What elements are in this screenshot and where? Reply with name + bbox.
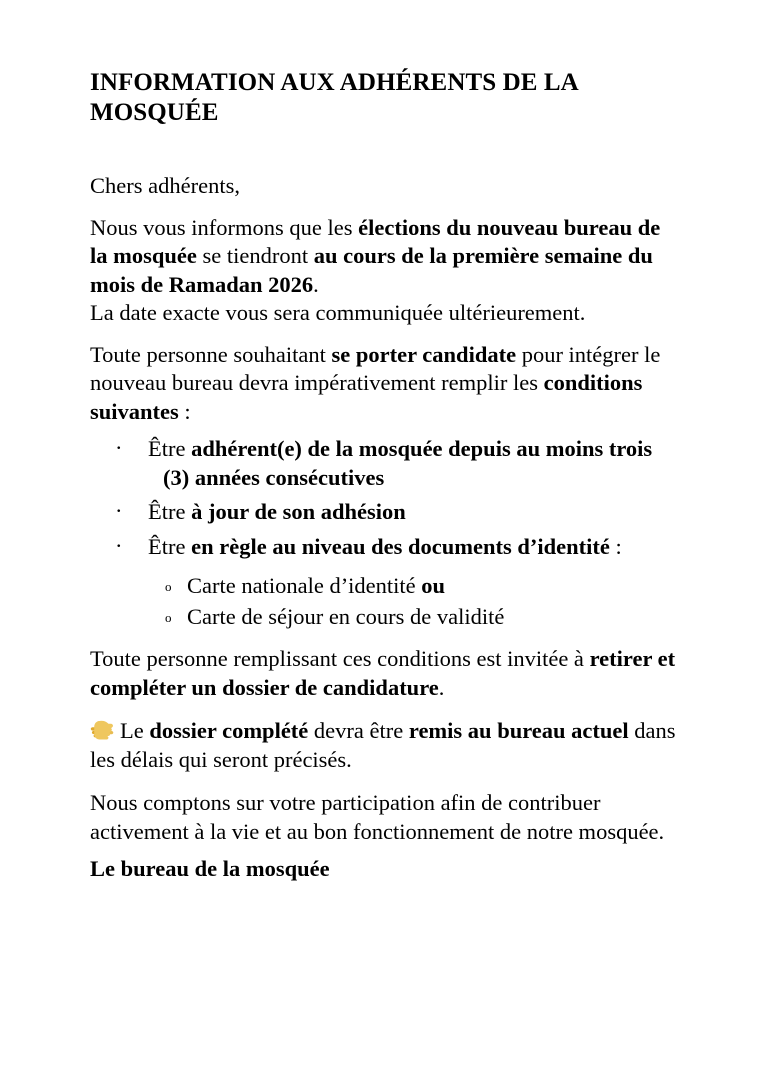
spacer (90, 702, 683, 717)
condition-bold: en règle au niveau des documents d’identité (191, 533, 610, 559)
pointing-hand-right-icon (90, 720, 115, 741)
spacer (90, 328, 683, 341)
intro-bold-2: au cours de la première semaine du mois de Ramadan 2026 (90, 243, 653, 297)
application-paragraph (90, 645, 683, 702)
date-note: La date exacte vous sera communiquée ultérieurement. (90, 300, 586, 325)
spacer (90, 561, 683, 570)
identity-documents-list (90, 570, 683, 632)
page-title: INFORMATION AUX ADHÉRENTS DE LA MOSQUÉE (90, 69, 578, 126)
circle-bullet-icon: o (165, 579, 172, 594)
list-item (115, 498, 683, 527)
salutation: Chers adhérents, (90, 173, 240, 198)
application-text-2: . (438, 674, 445, 700)
bullet-marker-icon: · (115, 532, 123, 558)
spacer (90, 201, 683, 214)
submission-paragraph (90, 717, 683, 774)
candidacy-bold-2: conditions suivantes (90, 370, 643, 424)
condition-prefix: Être (148, 436, 192, 461)
submission-text-1: Le (120, 718, 150, 743)
submission-bold-1: dossier complété (149, 718, 309, 743)
intro-text-3: . (313, 271, 319, 297)
list-item (115, 533, 683, 562)
condition-prefix: Être (148, 499, 192, 524)
closing-paragraph: Nous comptons sur votre participation afin de contribuer activement à la vie et au bon fonctionnement de notre mosquée. (90, 790, 665, 844)
document-text: Carte de séjour en cours de validité (187, 604, 505, 629)
candidacy-paragraph (90, 341, 683, 427)
candidacy-text-2: pour intégrer le nouveau bureau devra impérativement remplir les (90, 341, 661, 395)
signature-text: Le bureau de la mosquée (90, 856, 330, 881)
candidacy-text-3: : (178, 398, 191, 424)
circle-bullet-icon: o (165, 610, 172, 625)
intro-bold-1: élections du nouveau bureau de la mosquée (90, 214, 661, 268)
submission-text-3: dans les délais qui seront précisés. (90, 718, 676, 772)
application-bold-1: retirer et compléter un dossier de candidature (90, 646, 676, 700)
spacer (90, 774, 683, 789)
signature (90, 855, 683, 884)
submission-text-2: devra être (308, 718, 409, 743)
bullet-marker-icon: · (115, 498, 123, 523)
intro-paragraph (90, 214, 683, 300)
condition-bold: à jour de son adhésion (191, 499, 406, 524)
intro-text-1: Nous vous informons que les (90, 214, 359, 240)
spacer (90, 632, 683, 645)
condition-bold: adhérent(e) de la mosquée depuis au moins trois (191, 436, 653, 461)
list-item (165, 570, 683, 601)
application-text-1: Toute personne remplissant ces conditions est invitée à (90, 646, 590, 671)
condition-suffix: : (609, 533, 622, 559)
document-text: Carte nationale d’identité (187, 573, 422, 598)
list-item (165, 601, 683, 632)
spacer (90, 846, 683, 855)
conditions-list (90, 435, 683, 561)
candidacy-bold-1: se porter candidate (331, 341, 517, 367)
candidacy-text-1: Toute personne souhaitant (90, 341, 332, 367)
title-spacer (90, 128, 683, 172)
intro-text-2: se tiendront (196, 243, 314, 268)
bullet-marker-icon: · (115, 435, 123, 460)
spacer (90, 426, 683, 435)
list-item (115, 435, 683, 492)
condition-prefix: Être (148, 533, 192, 559)
submission-bold-2: remis au bureau actuel (408, 718, 629, 743)
document-bold: ou (421, 573, 446, 598)
condition-continuation: (3) années consécutives (163, 464, 385, 490)
